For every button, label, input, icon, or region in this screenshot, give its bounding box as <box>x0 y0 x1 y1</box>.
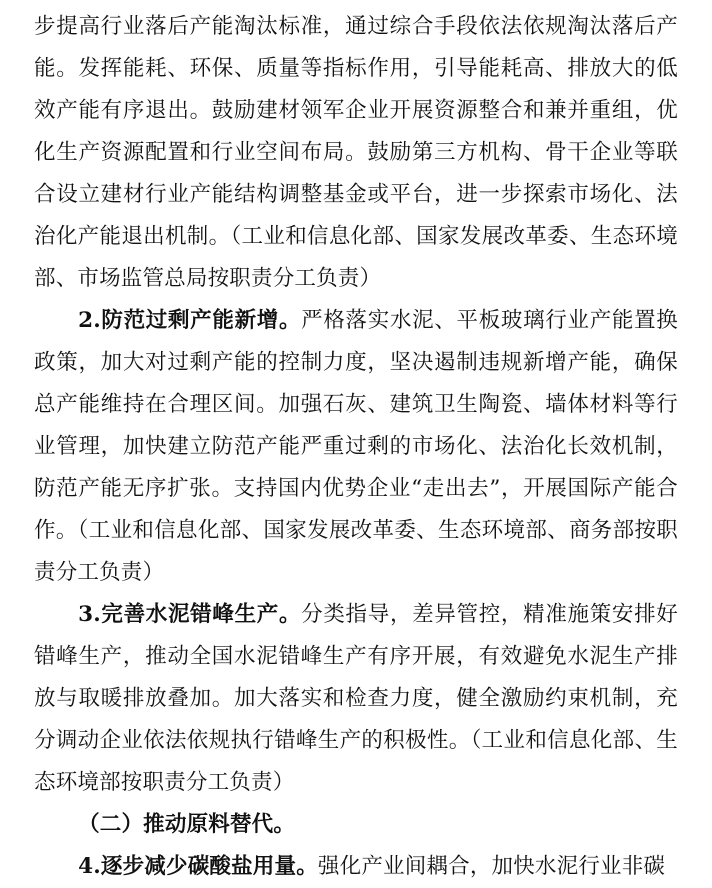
paragraph-text-run: 强化产业间耦合，加快水泥行业非碳 <box>317 854 666 879</box>
paragraph-heading-run: 3.完善水泥错峰生产。 <box>78 602 302 627</box>
paragraph-heading-run: 4.逐步减少碳酸盐用量。 <box>78 854 318 879</box>
paragraph <box>34 846 678 888</box>
paragraph-heading-run: 2.防范过剩产能新增。 <box>78 308 302 333</box>
paragraph <box>34 804 678 846</box>
paragraph <box>34 300 678 594</box>
paragraph-text-run: 严格落实水泥、平板玻璃行业产能置换政策，加大对过剩产能的控制力度，坚决遏制违规新增产能，确保总产能维持在合理区间。加强石灰、建筑卫生陶瓷、墙体材料等行业管理，加快建立防范产能严重过剩的市场化、法治化长效机制，防范产能无序扩张。支持国内优势企业“走出去”，开展国际产能合作。（工业和信息化部、国家发展改革委、生态环境部、商务部按职责分工负责） <box>34 308 678 585</box>
paragraph-text-run: 分类指导，差异管控，精准施策安排好错峰生产，推动全国水泥错峰生产有序开展，有效避免水泥生产排放与取暖排放叠加。加大落实和检查力度，健全激励约束机制，充分调动企业依法依规执行错峰生产的积极性。（工业和信息化部、生态环境部按职责分工负责） <box>34 602 678 795</box>
paragraph-heading-run: （二）推动原料替代。 <box>78 812 296 837</box>
paragraph-text-run: 步提高行业落后产能淘汰标准，通过综合手段依法依规淘汰落后产能。发挥能耗、环保、质量等指标作用，引导能耗高、排放大的低效产能有序退出。鼓励建材领军企业开展资源整合和兼并重组，优化生产资源配置和行业空间布局。鼓励第三方机构、骨干企业等联合设立建材行业产能结构调整基金或平台，进一步探索市场化、法治化产能退出机制。（工业和信息化部、国家发展改革委、生态环境部、市场监管总局按职责分工负责） <box>34 14 678 291</box>
paragraph <box>34 6 678 300</box>
document-body <box>34 6 678 888</box>
paragraph <box>34 594 678 804</box>
